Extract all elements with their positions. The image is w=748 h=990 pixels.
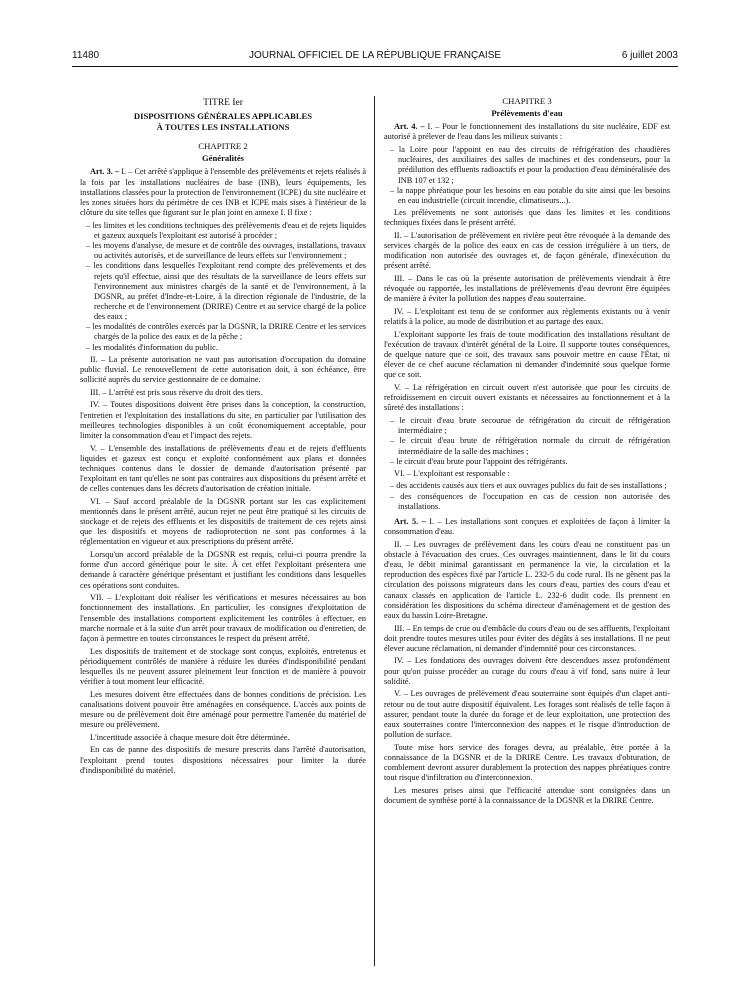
list-item: – les conditions dans lesquelles l'exploitant rend compte des prélèvements et des rejets qu'il effectue, ainsi que des résultats de la surveillance de leurs effets sur l'environnement aux ministres chargés de la santé et de l'environnement, à la DGSNR, au préfet d'Indre-et-Loire, à la direction régionale de l'industrie, de la recherche et de l'environnement (DRIRE) Centre et au service chargé de la police des eaux ; [86,261,366,322]
paragraph: Les dispositifs de traitement et de stockage sont conçus, exploités, entretenus et périodiquement contrôlés de manière à réduire les durées d'indisponibilité pendant lesquelles ils ne peuvent assurer pleinement leur fonction et de manière à pouvoir vérifier à tout moment leur efficacité. [80,646,366,686]
list-item: – les moyens d'analyse, de mesure et de contrôle des ouvrages, installations, travaux ou activités autorisés, et de surveillance de leurs effets sur l'environnement ; [86,241,366,261]
list-item: – les modalités de contrôles exercés par la DGSNR, la DRIRE Centre et les services chargés de la police des eaux et de la pêche ; [86,322,366,342]
left-column [80,96,366,778]
paragraph: III. – En temps de crue ou d'embâcle du cours d'eau ou de ses affluents, l'exploitant doit prendre toutes mesures utiles pour éviter des dégâts à ses installations. Il ne peut élever aucune réclamation, ni demander d'indemnité pour ces circonstances. [384,623,670,653]
list-item: – le circuit d'eau brute de réfrigération normale du circuit de réfrigération intermédiaire de la salle des machines ; [390,436,670,456]
paragraph: V. – Les ouvrages de prélèvement d'eau souterraine sont équipés d'un clapet anti-retour ou de tout autre dispositif équivalent. Les forages sont réalisés de telle façon à assurer, pendant toute la durée du forage et de leur exploitation, une protection des eaux souterraines contre l'interconnexion des nappes et le risque d'introduction de pollution de surface. [384,689,670,740]
paragraph: II. – Les ouvrages de prélèvement dans les cours d'eau ne constituent pas un obstacle à l'évacuation des crues. Ces ouvrages maintiennent, dans le lit du cours d'eau, le débit minimal garantissant en permanence la vie, la circulation et la reproduction des espèces fixé par l'article L. 232-5 du code rural. Ils ne gênent pas la circulation des poissons migrateurs dans les cours d'eau, parties des cours d'eau et canaux classés en application de l'article L. 232-6 dudit code. Ils prennent en considération les dispositions du schéma directeur d'aménagement et de gestion des eaux du bassin Loire-Bretagne. [384,539,670,620]
article-3-list [80,221,366,353]
journal-title: JOURNAL OFFICIEL DE LA RÉPUBLIQUE FRANÇAISE [248,50,502,61]
chapter-title: Prélèvements d'eau [491,108,563,119]
paragraph: IV. – Les fondations des ouvrages doivent être descendues assez profondément pour qu'on puisse procéder au curage du cours d'eau à vif fond, sans nuire à leur solidité. [384,656,670,686]
paragraph: L'incertitude associée à chaque mesure doit être déterminée. [90,732,290,742]
list-item: – les limites et les conditions techniques des prélèvements d'eau et de rejets liquides et gazeux auxquels l'exploitant est autorisé à procéder ; [86,220,366,240]
article-4-list [384,145,670,206]
titre-subheading-line: À TOUTES LES INSTALLATIONS [156,121,290,132]
chapter-title: Généralités [202,153,244,164]
paragraph: Les mesures doivent être effectuées dans de bonnes conditions de précision. Les canalisations doivent pouvoir être aménagées en conséquence. L'accès aux points de mesure ou de prélèvement doit être aménagé pour permettre l'amenée du matériel de mesure ou prélèvement. [80,689,366,730]
article-4-intro: Art. 4. – I. – Pour le fonctionnement des installations du site nucléaire, EDF est autorisé à prélever de l'eau dans les milieux suivants : [384,122,671,142]
titre-subheading-line: DISPOSITIONS GÉNÉRALES APPLICABLES [133,111,313,122]
paragraph: Lorsqu'un accord préalable de la DGSNR est requis, celui-ci pourra prendre la forme d'un accord générique pour le site. À cet effet l'exploitant présentera une demande à caractère générique présentant et justifiant les conditions dans lesquelles ces opérations sont conduites. [80,550,366,590]
chapter-heading: CHAPITRE 2 [198,141,248,152]
paragraph: VI. – L'exploitant est responsable : [394,468,510,478]
paragraph: V. – L'ensemble des installations de prélèvements d'eau et de rejets d'effluents liquides et gazeux est conçu et exploité conformément aux plans et données techniques contenus dans le dossier de demande d'autorisation présenté par l'exploitant en tant qu'elles ne sont pas contraires aux dispositions du présent arrêté et de celles contenues dans les décrets d'autorisation de création initiale. [80,443,366,494]
paragraph: III. – Dans le cas où la présente autorisation de prélèvements viendrait à être révoquée ou rapportée, les installations de prélèvements d'eau devront être équipées de manière à éviter la pollution des nappes d'eau souterraine. [384,274,670,304]
paragraph: Les prélèvements ne sont autorisés que dans les limites et les conditions techniques fixées dans le présent arrêté. [384,208,670,228]
paragraph: Les mesures prises ainsi que l'efficacité attendue sont consignées dans un document de synthèse porté à la connaissance de la DGSNR et la DRIRE Centre. [384,785,670,805]
article-5-intro: Art. 5. – I. – Les installations sont conçues et exploitées de façon à limiter la consommation d'eau. [384,516,670,537]
paragraph: VI. – Sauf accord préalable de la DGSNR portant sur les cas explicitement mentionnés dans le présent arrêté, aucun rejet ne peut être pratiqué si les circuits de stockage et de rejets des effluents et les dispositifs de traitement de ces rejets ainsi que les dispositifs et moyens de radioprotection ne sont pas conformes à la réglementation en vigueur et aux prescriptions du présent arrêté. [80,496,366,547]
paragraph: VII. – L'exploitant doit réaliser les vérifications et mesures nécessaires au bon fonctionnement des installations. En particulier, les consignes d'exploitation de l'ensemble des installations comportent explicitement les contrôles à effectuer, en marche normale et à la suite d'un arrêt pour travaux de modification ou d'entretien, de façon à permettre en toutes circonstances le respect du présent arrêté. [80,593,366,643]
paragraph: L'exploitant supporte les frais de toute modification des installations résultant de l'exécution de travaux d'intérêt général de la Loire. Il supporte toutes conséquences, de quelque nature que ce soit, des travaux sans pouvoir mettre en cause l'État, ni élever de ce chef aucune réclamation ni demander d'indemnité sous quelque forme que ce soit. [384,329,670,380]
paragraph: II. – L'autorisation de prélèvement en rivière peut être révoquée à la demande des services chargés de la police des eaux en cas de cession irrégulière à un tiers, de modification non autorisée des ouvrages et, de façon générale, d'inexécution du présent arrêté. [384,230,670,271]
titre-subheading [80,111,366,132]
article-3-intro: Art. 3. – I. – Cet arrêté s'applique à l'ensemble des prélèvements et rejets réalisés à la fois par les installations nucléaires de base (INB), leurs équipements, les installations classées pour la protection de l'environnement (ICPE) du site nucléaire et les zones situées hors du périmètre de ces INB et ICPE mais sises à l'intérieur de la clôture du site telles que figurant sur le plan joint en annexe I. Il fixe : [80,167,366,218]
paragraph: IV. – Toutes dispositions doivent être prises dans la conception, la construction, l'entretien et l'exploitation des installations du site, en particulier par l'utilisation des meilleures technologies disponibles à un coût économiquement acceptable, pour limiter la consommation d'eau et l'impact des rejets. [80,400,366,440]
page-header [72,50,678,64]
article-label: Art. 4. – [394,122,425,132]
list-item: – la Loire pour l'appoint en eau des circuits de réfrigération des chaudières nucléaires, des auxiliaires des salles de machines et des condenseurs, pour la prédilution des effluents radioactifs et pour la production d'eau déminéralisée des INB 107 et 132 ; [390,145,670,185]
list-item: – la nappe phréatique pour les besoins en eau potable du site ainsi que les besoins en eau industrielle (circuit incendie, climatiseurs...). [390,185,670,205]
paragraph: Toute mise hors service des forages devra, au préalable, être portée à la connaissance de la DGSNR et de la DRIRE Centre. Les travaux d'obturation, de comblement devront assurer durablement la protection des nappes phréatiques contre tout risque d'infiltration ou d'interconnexion. [384,742,670,783]
paragraph: II. – La présente autorisation ne vaut pas autorisation d'occupation du domaine public fluvial. Le renouvellement de cette autorisation doit, à son échéance, être sollicité auprès du service gestionnaire de ce domaine. [80,354,366,385]
paragraph: En cas de panne des dispositifs de mesure prescrits dans l'arrêté d'autorisation, l'exploitant prend toutes dispositions nécessaires pour limiter la durée d'indisponibilité du matériel. [80,745,366,775]
paragraph: V. – La réfrigération en circuit ouvert n'est autorisée que pour les circuits de refroidissement en circuit ouvert existants et nécessaires au fonctionnement et à la sûreté des installations : [384,383,670,413]
list-item: – le circuit d'eau brute secourue de réfrigération du circuit de réfrigération intermédiaire ; [390,416,670,436]
responsibility-list [384,481,670,511]
page-number: 11480 [72,50,100,61]
chapter-heading: CHAPITRE 3 [502,96,552,106]
list-item: – le circuit d'eau brute pour l'appoint des réfrigérants. [390,456,568,466]
publication-date: 6 juillet 2003 [621,50,678,61]
titre-heading: TITRE Ier [203,98,243,108]
circuit-list [384,416,670,467]
list-item: – des accidents causés aux tiers et aux ouvrages publics du fait de ses installations ; [390,481,667,491]
article-label: Art. 3. – [90,167,120,177]
paragraph: IV. – L'exploitant est tenu de se conformer aux règlements existants ou à venir relatifs à la police, au mode de distribution et au partage des eaux. [384,306,670,327]
paragraph: III. – L'arrêté est pris sous réserve du droit des tiers. [90,387,263,397]
right-column [384,96,670,809]
column-divider [374,96,375,966]
list-item: – des conséquences de l'occupation en cas de cession non autorisée des installations. [390,491,670,511]
article-label: Art. 5. – [394,516,426,526]
list-item: – les modalités d'information du public. [86,342,218,352]
header-rule [72,66,678,67]
